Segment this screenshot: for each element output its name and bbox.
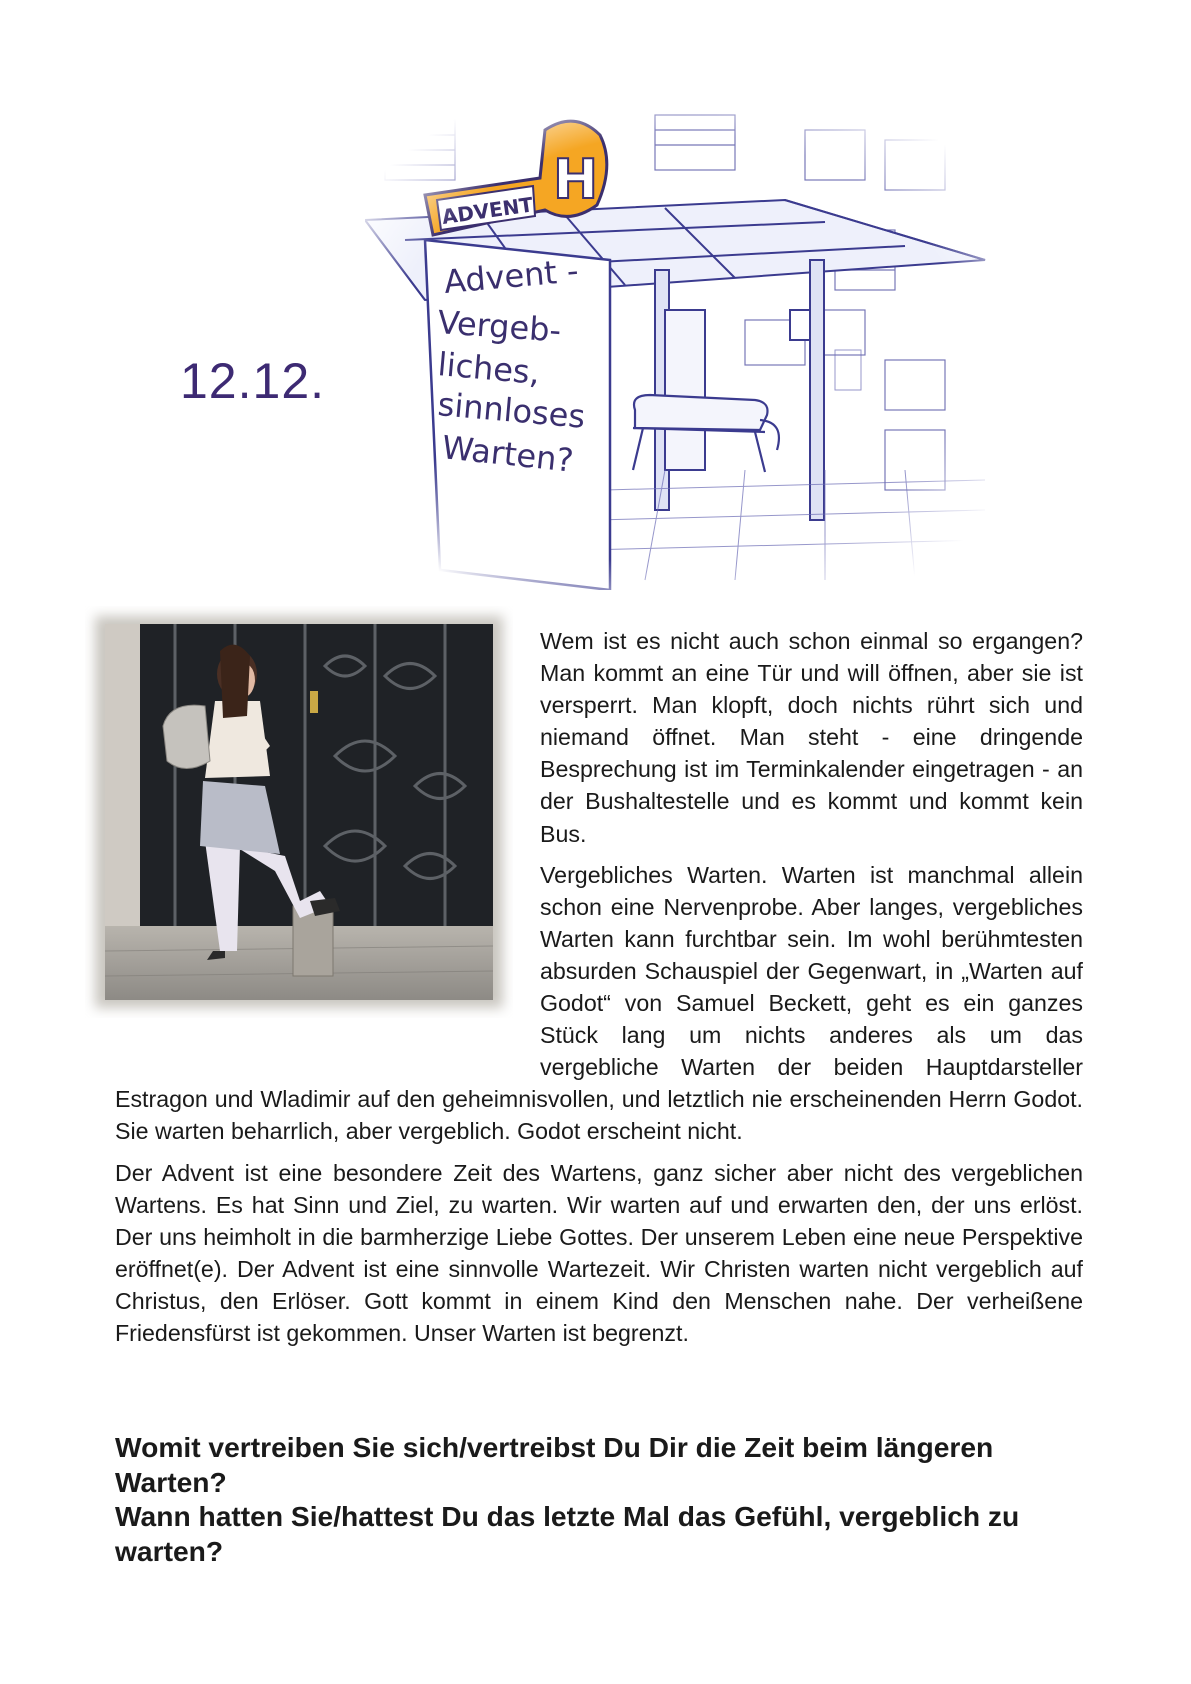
question-1: Womit vertreiben Sie sich/vertreibst Du Dir die Zeit beim längeren Warten? xyxy=(115,1431,994,1498)
photo-wrap-spacer xyxy=(115,619,540,1064)
reflection-questions xyxy=(115,1430,1095,1568)
body-paragraph-1: Wem ist es nicht auch schon einmal so ergangen? Man kommt an eine Tür und will öffnen, aber sie ist versperrt. Man klopft, doch nichts rührt sich und niemand öffnet. Man steht - eine dringende Besprechung ist im Terminkalender eingetragen - an der Bushaltestelle und es kommt und kommt kein Bus. xyxy=(540,628,1083,847)
body-text xyxy=(115,625,1083,1358)
body-paragraph-2: Vergebliches Warten. Warten ist manchmal allein schon eine Nervenprobe. Aber langes, vergebliches Warten kann furchtbar sein. Im wohl berühmtesten absurden Schauspiel der Gegenwart, in „Warten auf Godot“ von Samuel Beckett, geht es ein ganzes Stück lang um nichts anderes als um das vergebliche Warten der beiden Hauptdarsteller Estragon und Wladimir auf den geheimnisvollen, und letztlich nie erscheinenden Herrn Godot. Sie warten beharrlich, aber vergeblich. Godot erscheint nicht. xyxy=(115,861,1083,1145)
bus-stop-illustration xyxy=(365,110,995,590)
page-date: 12.12. xyxy=(180,353,326,409)
body-paragraph-3: Der Advent ist eine besondere Zeit des Wartens, ganz sicher aber nicht des vergeblichen Wartens. Es hat Sinn und Ziel, zu warten. Wir warten auf und erwarten den, der uns erlöst. Der uns heimholt in die barmherzige Liebe Gottes. Der unserem Leben eine neue Perspektive eröffnet(e). Der Advent ist eine sinnvolle Wartezeit. Wir Christen warten nicht vergeblich auf Christus, den Erlöser. Gott kommt in einem Kind den Menschen nahe. Der verheißene Friedensfürst ist gekommen. Unser Warten ist begrenzt. xyxy=(115,1159,1083,1346)
question-2: Wann hatten Sie/hattest Du das letzte Mal das Gefühl, vergeblich zu warten? xyxy=(115,1500,1020,1567)
